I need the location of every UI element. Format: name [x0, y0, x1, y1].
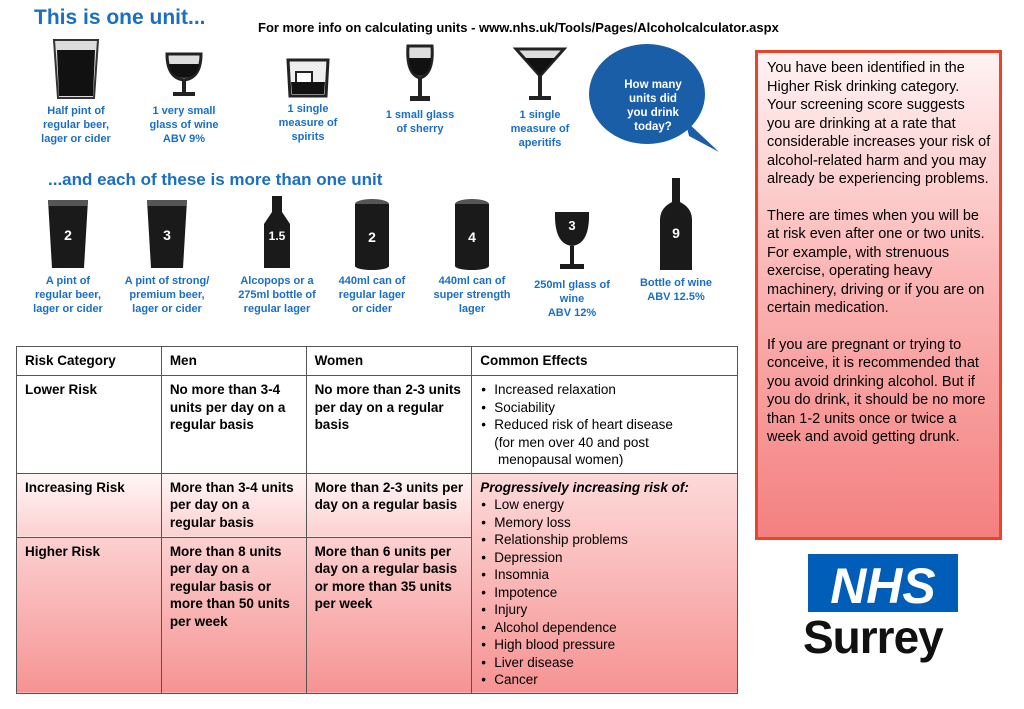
bubble-text: How many units did you drink today?: [624, 79, 682, 133]
bottle-icon: [260, 194, 294, 270]
svg-text:3: 3: [163, 227, 171, 243]
drink-wine-bottle: [626, 176, 726, 304]
drink-aperitif: [490, 46, 590, 150]
drink-caption: Half pint of regular beer, lager or cider: [41, 105, 111, 145]
list-item: • Insomnia: [480, 566, 729, 584]
drink-pint-strong: [117, 198, 217, 316]
women-limit-cell: More than 2-3 units per day on a regular basis: [306, 473, 472, 537]
wine-bottle-icon: [658, 176, 694, 272]
beer-glass-icon: [46, 38, 106, 100]
pint-glass-icon: [46, 198, 90, 270]
risk-category-cell: Higher Risk: [17, 537, 162, 693]
table-header: Common Effects: [472, 347, 738, 376]
men-limit-cell: More than 3-4 units per day on a regular basis: [161, 473, 306, 537]
cocktail-glass-icon: [513, 46, 567, 104]
nhs-logo: [808, 554, 958, 612]
advice-paragraph: You have been identified in the Higher Risk drinking category. Your screening score suggests you are drinking at a rate that considerable increases your risk of alcohol-related harm and you may already be experiencing problems.: [767, 60, 991, 187]
list-item: • Cancer: [480, 671, 729, 689]
men-limit-cell: No more than 3-4 units per day on a regular basis: [161, 376, 306, 474]
drink-pint-regular: [18, 198, 118, 316]
section-subtitle: ...and each of these is more than one unit: [48, 170, 383, 189]
women-limit-cell: No more than 2-3 units per day on a regular basis: [306, 376, 472, 474]
drink-caption: 1 single measure of aperitifs: [510, 109, 570, 149]
list-item: • Injury: [480, 601, 729, 619]
drink-caption: 1 single measure of spirits: [278, 103, 338, 143]
can-icon: [452, 198, 492, 270]
wine-glass-icon: [550, 210, 594, 274]
drink-small-wine: [134, 50, 234, 146]
drink-sherry: [370, 44, 470, 136]
list-item: • Low energy: [480, 496, 729, 514]
can-icon: [352, 198, 392, 270]
women-limit-cell: More than 6 units per day on a regular basis or more than 35 units per week: [306, 537, 472, 693]
table-header: Women: [306, 347, 472, 376]
list-item: • Relationship problems: [480, 531, 729, 549]
advice-paragraph: There are times when you will be at risk even after one or two units. For example, with strenuous exercise, operating heavy machinery, driving or if you are on certain medication.: [767, 207, 985, 316]
drink-caption: 1 small glass of sherry: [385, 109, 455, 135]
region-name: Surrey: [803, 611, 943, 663]
wine-glass-icon: [159, 50, 209, 100]
table-row-increasing-risk: [17, 473, 738, 537]
table-header-row: [17, 347, 738, 376]
list-item: • High blood pressure: [480, 636, 729, 654]
svg-text:2: 2: [368, 229, 376, 245]
spirits-tumbler-icon: [282, 58, 334, 98]
effects-cell: [472, 376, 738, 474]
drink-large-wine: [522, 210, 622, 320]
page-title: This is one unit...: [34, 6, 206, 29]
risk-table: [16, 346, 738, 694]
sherry-glass-icon: [402, 44, 438, 104]
table-header: Men: [161, 347, 306, 376]
drink-can-regular: [322, 198, 422, 316]
drink-can-super: [422, 198, 522, 316]
pint-glass-icon: [145, 198, 189, 270]
effects-cell: [472, 473, 738, 693]
drink-alcopop: [227, 194, 327, 316]
info-link-text[interactable]: For more info on calculating units - www.nhs.uk/Tools/Pages/Alcoholcalculator.aspx: [258, 20, 779, 35]
list-note: (for men over 40 and post: [494, 434, 649, 450]
drink-caption: Alcopops or a 275ml bottle of regular lager: [238, 275, 316, 315]
svg-text:1.5: 1.5: [268, 229, 286, 243]
list-note: menopausal women): [494, 452, 624, 467]
svg-text:4: 4: [468, 229, 476, 245]
men-limit-cell: More than 8 units per day on a regular basis or more than 50 units per week: [161, 537, 306, 693]
advice-box: [755, 50, 1002, 540]
drink-caption: 250ml glass of wine ABV 12%: [534, 279, 610, 319]
list-item: • Impotence: [480, 584, 729, 602]
risk-category-cell: Lower Risk: [17, 376, 162, 474]
drink-half-pint: [26, 38, 126, 146]
drink-spirits: [258, 58, 358, 144]
nhs-logo-text: NHS: [830, 558, 936, 612]
table-header: Risk Category: [17, 347, 162, 376]
list-item: • Alcohol dependence: [480, 619, 729, 637]
list-item: • Depression: [480, 549, 729, 567]
effects-heading: Progressively increasing risk of:: [480, 479, 689, 495]
svg-text:2: 2: [64, 227, 72, 243]
drink-caption: A pint of strong/ premium beer, lager or cider: [124, 275, 210, 315]
question-bubble: [585, 40, 719, 152]
list-item: • Increased relaxation: [480, 381, 729, 399]
drink-caption: 440ml can of super strength lager: [433, 275, 511, 315]
drink-caption: Bottle of wine ABV 12.5%: [639, 277, 713, 303]
svg-text:9: 9: [672, 225, 680, 241]
list-item: • Reduced risk of heart disease: [480, 416, 729, 434]
list-item: • Memory loss: [480, 514, 729, 532]
table-row-lower-risk: [17, 376, 738, 474]
svg-text:3: 3: [568, 218, 576, 233]
advice-paragraph: If you are pregnant or trying to conceive, it is recommended that you avoid drinking alcohol. But if you do drink, it should be no more than 1-2 units once or twice a week and avoid getting drunk.: [767, 336, 986, 445]
drink-caption: 440ml can of regular lager or cider: [338, 275, 406, 315]
drink-caption: 1 very small glass of wine ABV 9%: [149, 105, 219, 145]
list-item: • Sociability: [480, 399, 729, 417]
drink-caption: A pint of regular beer, lager or cider: [33, 275, 103, 315]
risk-category-cell: Increasing Risk: [17, 473, 162, 537]
list-item: • Liver disease: [480, 654, 729, 672]
